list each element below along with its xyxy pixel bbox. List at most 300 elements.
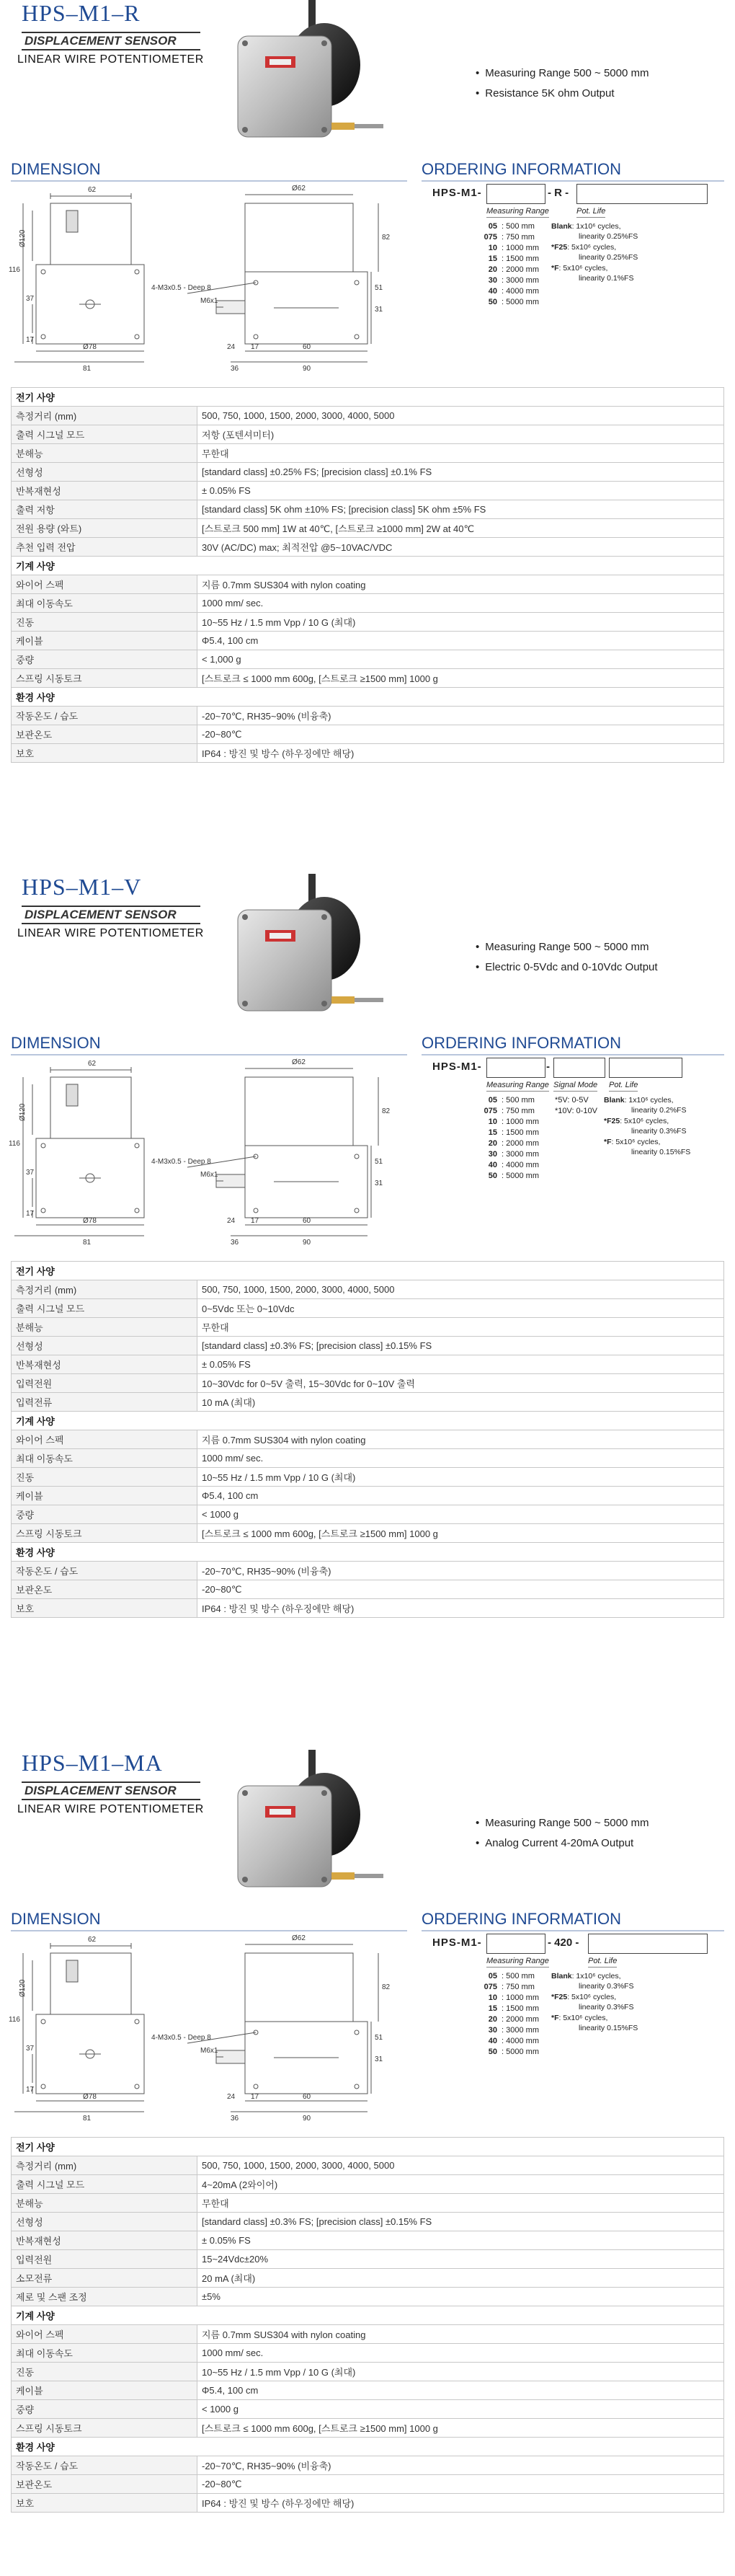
dim-82: 82 — [382, 1983, 391, 1991]
dimension-drawing — [7, 1055, 411, 1247]
dim-116: 116 — [9, 2016, 20, 2024]
dim-90: 90 — [303, 2115, 311, 2123]
range-code: 15 — [488, 254, 497, 263]
spec-group-label: 전기 사양 — [12, 2138, 724, 2156]
dim-62: 62 — [88, 1060, 97, 1068]
product-title: HPS–M1–R — [22, 0, 141, 26]
life-item — [604, 1116, 690, 1136]
spec-key: 전원 용량 (와트) — [12, 519, 197, 538]
spec-value: 저항 (포텐셔미터) — [197, 425, 724, 444]
spec-row — [12, 425, 724, 444]
range-list — [476, 1971, 539, 2058]
range-value: 4000 mm — [506, 2037, 539, 2045]
range-value: 500 mm — [506, 222, 535, 231]
dim-81: 81 — [83, 365, 92, 373]
dim-screw: 4-M3x0.5 - Deep 8 — [151, 1158, 211, 1166]
col-life: Pot. Life — [588, 1957, 617, 1968]
range-code: 20 — [488, 2015, 497, 2024]
range-value: 1500 mm — [506, 254, 539, 263]
range-colon: : — [502, 222, 507, 231]
range-colon: : — [502, 276, 507, 285]
range-colon: : — [502, 2048, 507, 2056]
spec-row — [12, 575, 724, 594]
range-code: 40 — [488, 1161, 497, 1169]
life-code: Blank — [551, 222, 572, 231]
range-colon: : — [502, 1150, 507, 1159]
spec-row — [12, 1524, 724, 1543]
life-code: Blank — [604, 1096, 625, 1105]
range-value: 500 mm — [506, 1096, 535, 1105]
spec-key: 스프링 시동토크 — [12, 1524, 197, 1543]
range-code: 15 — [488, 2004, 497, 2013]
dim-116: 116 — [9, 266, 20, 274]
spec-key: 측정거리 (mm) — [12, 407, 197, 425]
spec-group-label: 기계 사양 — [12, 2306, 724, 2325]
spec-row — [12, 1299, 724, 1318]
spec-key: 출력 저항 — [12, 500, 197, 519]
dim-d120: Ø120 — [19, 229, 27, 247]
spec-row — [12, 1355, 724, 1374]
feature-list — [476, 63, 649, 104]
dim-17: 17 — [26, 336, 35, 344]
dim-81: 81 — [83, 1239, 92, 1247]
spec-value: 10 mA (최대) — [197, 1393, 724, 1412]
dim-36: 36 — [231, 365, 239, 373]
dim-90: 90 — [303, 365, 311, 373]
spec-group-row — [12, 1543, 724, 1562]
dim-d78: Ø78 — [83, 2093, 97, 2101]
life-linearity: linearity 0.15%FS — [579, 2024, 638, 2032]
product-subtitle: DISPLACEMENT SENSOR — [22, 906, 200, 924]
range-value: 4000 mm — [506, 1161, 539, 1169]
col-range: Measuring Range — [486, 207, 549, 218]
life-text: : 1x10⁶ cycles, — [571, 1972, 621, 1980]
spec-value: 10~55 Hz / 1.5 mm Vpp / 10 G (최대) — [197, 2363, 724, 2381]
spec-group-row — [12, 688, 724, 707]
spec-group-row — [12, 2138, 724, 2156]
range-value: 3000 mm — [506, 1150, 539, 1159]
spec-value: 지름 0.7mm SUS304 with nylon coating — [197, 2325, 724, 2344]
spec-row — [12, 1449, 724, 1468]
spec-key: 측정거리 (mm) — [12, 2156, 197, 2175]
spec-value: [스트로크 ≤ 1000 mm 600g, [스트로크 ≥1500 mm] 1000 g — [197, 1524, 724, 1543]
spec-key: 진동 — [12, 1468, 197, 1487]
spec-group-label: 환경 사양 — [12, 2438, 724, 2456]
spec-key: 보관온도 — [12, 2475, 197, 2494]
col-life: Pot. Life — [609, 1081, 638, 1092]
spec-group-row — [12, 388, 724, 407]
range-box — [486, 1934, 545, 1954]
model-separator: - R - — [548, 187, 569, 199]
spec-value: [스트로크 ≤ 1000 mm 600g, [스트로크 ≥1500 mm] 1000 g — [197, 669, 724, 688]
range-code: 10 — [488, 1117, 497, 1126]
range-list — [476, 221, 539, 308]
spec-group-row — [12, 2306, 724, 2325]
range-colon: : — [502, 1172, 507, 1180]
spec-row — [12, 1505, 724, 1524]
spec-value: IP64 : 방진 및 방수 (하우징에만 해당) — [197, 1599, 724, 1618]
dim-d78: Ø78 — [83, 1217, 97, 1225]
product-subtitle-2: LINEAR WIRE POTENTIOMETER — [17, 1803, 204, 1815]
spec-key: 보관온도 — [12, 1580, 197, 1599]
dim-82: 82 — [382, 1107, 391, 1115]
spec-row — [12, 2419, 724, 2438]
life-list — [604, 1095, 690, 1158]
spec-value: [스트로크 500 mm] 1W at 40℃, [스트로크 ≥1000 mm] 2W at 40℃ — [197, 519, 724, 538]
life-text: : 5x10⁶ cycles, — [620, 1117, 669, 1125]
life-text: : 5x10⁶ cycles, — [567, 1993, 617, 2001]
spec-value: Φ5.4, 100 cm — [197, 632, 724, 650]
range-colon: : — [502, 1993, 507, 2002]
range-value: 1000 mm — [506, 1117, 539, 1126]
range-item — [476, 1982, 539, 1993]
spec-row — [12, 2381, 724, 2400]
range-item — [476, 286, 539, 297]
range-code: 30 — [488, 276, 497, 285]
dim-d120: Ø120 — [19, 1979, 27, 1997]
dim-60: 60 — [303, 343, 311, 351]
life-code: *F — [604, 1138, 612, 1146]
range-colon: : — [502, 2004, 507, 2013]
spec-key: 스프링 시동토크 — [12, 2419, 197, 2438]
col-range: Measuring Range — [486, 1081, 549, 1092]
range-item — [476, 2004, 539, 2014]
feature-item: • Resistance 5K ohm Output — [476, 87, 615, 99]
life-box — [588, 1934, 708, 1954]
range-item — [476, 297, 539, 308]
life-code: *F — [551, 264, 559, 273]
spec-table — [11, 1261, 724, 1618]
spec-value: -20~70℃, RH35~90% (비융축) — [197, 2456, 724, 2475]
range-code: 075 — [484, 1983, 497, 1991]
ordering-rule — [422, 180, 724, 182]
spec-key: 입력전원 — [12, 2250, 197, 2269]
spec-row — [12, 1337, 724, 1355]
ordering-rule — [422, 1930, 724, 1931]
product-title: HPS–M1–V — [22, 874, 142, 900]
range-value: 1000 mm — [506, 244, 539, 252]
spec-value: 1000 mm/ sec. — [197, 594, 724, 613]
spec-value: < 1000 g — [197, 1505, 724, 1524]
life-item — [551, 221, 638, 242]
dim-36: 36 — [231, 1239, 239, 1247]
col-range: Measuring Range — [486, 1957, 549, 1968]
feature-item: • Measuring Range 500 ~ 5000 mm — [476, 67, 649, 79]
dimension-drawing — [7, 182, 411, 373]
feature-text: Analog Current 4-20mA Output — [485, 1837, 634, 1849]
life-linearity: linearity 0.25%FS — [579, 232, 638, 241]
mode-item: *5V: 0-5V — [555, 1096, 589, 1105]
spec-row — [12, 744, 724, 763]
spec-value: 500, 750, 1000, 1500, 2000, 3000, 4000, 5000 — [197, 407, 724, 425]
spec-value: 10~55 Hz / 1.5 mm Vpp / 10 G (최대) — [197, 613, 724, 632]
life-linearity: linearity 0.2%FS — [631, 1106, 687, 1115]
dim-m6: M6x1 — [200, 297, 218, 305]
spec-row — [12, 2213, 724, 2231]
range-value: 4000 mm — [506, 287, 539, 296]
life-list — [551, 221, 638, 284]
range-item — [476, 2014, 539, 2025]
spec-key: 작동온도 / 습도 — [12, 2456, 197, 2475]
spec-key: 보호 — [12, 744, 197, 763]
spec-row — [12, 1562, 724, 1580]
spec-value: 10~30Vdc for 0~5V 출력, 15~30Vdc for 0~10V 출력 — [197, 1374, 724, 1393]
spec-row — [12, 519, 724, 538]
feature-text: Measuring Range 500 ~ 5000 mm — [485, 941, 649, 953]
range-code: 50 — [488, 1172, 497, 1180]
spec-key: 최대 이동속도 — [12, 594, 197, 613]
life-text: : 5x10⁶ cycles, — [567, 243, 617, 252]
life-text: : 1x10⁶ cycles, — [624, 1096, 674, 1105]
dim-screw: 4-M3x0.5 - Deep 8 — [151, 284, 211, 292]
range-code: 30 — [488, 2026, 497, 2035]
spec-row — [12, 669, 724, 688]
spec-key: 출력 시그널 모드 — [12, 2175, 197, 2194]
spec-value: Φ5.4, 100 cm — [197, 1487, 724, 1505]
spec-value: IP64 : 방진 및 방수 (하우징에만 해당) — [197, 2494, 724, 2513]
range-item — [476, 1971, 539, 1982]
range-item — [476, 2025, 539, 2036]
spec-row — [12, 2194, 724, 2213]
dim-24: 24 — [227, 2093, 236, 2101]
spec-key: 진동 — [12, 613, 197, 632]
life-linearity: linearity 0.3%FS — [579, 1982, 634, 1991]
dim-31: 31 — [375, 2055, 383, 2063]
feature-text: Measuring Range 500 ~ 5000 mm — [485, 67, 649, 79]
spec-key: 반복재현성 — [12, 1355, 197, 1374]
range-value: 2000 mm — [506, 2015, 539, 2024]
spec-row — [12, 500, 724, 519]
product-subtitle-2: LINEAR WIRE POTENTIOMETER — [17, 53, 204, 66]
dim-37: 37 — [26, 1169, 35, 1177]
range-code: 05 — [488, 222, 497, 231]
dim-90: 90 — [303, 1239, 311, 1247]
spec-row — [12, 1580, 724, 1599]
spec-row — [12, 444, 724, 463]
spec-row — [12, 1280, 724, 1299]
spec-key: 케이블 — [12, 1487, 197, 1505]
spec-key: 와이어 스펙 — [12, 2325, 197, 2344]
range-code: 30 — [488, 1150, 497, 1159]
dim-116: 116 — [9, 1140, 20, 1148]
dim-d78: Ø78 — [83, 343, 97, 351]
spec-value: ±5% — [197, 2288, 724, 2306]
range-value: 3000 mm — [506, 2026, 539, 2035]
spec-row — [12, 2231, 724, 2250]
product-photo — [216, 874, 404, 1018]
range-value: 2000 mm — [506, 1139, 539, 1148]
range-code: 40 — [488, 287, 497, 296]
spec-key: 선형성 — [12, 463, 197, 482]
spec-row — [12, 2250, 724, 2269]
spec-group-label: 환경 사양 — [12, 1543, 724, 1562]
range-item — [476, 1106, 539, 1117]
mode-list — [555, 1095, 597, 1117]
model-separator: - — [546, 1061, 550, 1073]
range-colon: : — [502, 265, 507, 274]
range-code: 075 — [484, 1107, 497, 1115]
life-linearity: linearity 0.3%FS — [631, 1127, 687, 1136]
range-item — [476, 275, 539, 286]
spec-value: [standard class] ±0.3% FS; [precision class] ±0.15% FS — [197, 1337, 724, 1355]
feature-item: • Electric 0-5Vdc and 0-10Vdc Output — [476, 961, 658, 973]
spec-value: 무한대 — [197, 1318, 724, 1337]
range-colon: : — [502, 244, 507, 252]
ordering-rule — [422, 1054, 724, 1055]
range-value: 750 mm — [506, 1983, 535, 1991]
range-item — [476, 1117, 539, 1128]
spec-value: ± 0.05% FS — [197, 482, 724, 500]
spec-key: 출력 시그널 모드 — [12, 1299, 197, 1318]
product-photo — [216, 1750, 404, 1894]
spec-row — [12, 725, 724, 744]
range-code: 50 — [488, 2048, 497, 2056]
range-code: 05 — [488, 1972, 497, 1980]
dim-82: 82 — [382, 234, 391, 242]
spec-key: 분해능 — [12, 1318, 197, 1337]
life-item — [551, 1992, 638, 2012]
mode-item: *10V: 0-10V — [555, 1107, 597, 1115]
feature-item: • Measuring Range 500 ~ 5000 mm — [476, 941, 649, 953]
spec-key: 출력 시그널 모드 — [12, 425, 197, 444]
spec-row — [12, 2400, 724, 2419]
spec-key: 와이어 스펙 — [12, 575, 197, 594]
spec-value: [standard class] ±0.3% FS; [precision class] ±0.15% FS — [197, 2213, 724, 2231]
life-text: : 1x10⁶ cycles, — [571, 222, 621, 231]
dim-17b: 17 — [251, 2093, 259, 2101]
spec-value: -20~80℃ — [197, 2475, 724, 2494]
range-item — [476, 254, 539, 265]
range-value: 2000 mm — [506, 265, 539, 274]
range-value: 5000 mm — [506, 298, 539, 306]
spec-key: 소모전류 — [12, 2269, 197, 2288]
range-colon: : — [502, 2037, 507, 2045]
range-colon: : — [502, 1096, 507, 1105]
product-subtitle: DISPLACEMENT SENSOR — [22, 32, 200, 50]
spec-row — [12, 707, 724, 725]
range-value: 3000 mm — [506, 276, 539, 285]
spec-group-row — [12, 557, 724, 575]
feature-text: Resistance 5K ohm Output — [485, 87, 615, 99]
spec-value: ± 0.05% FS — [197, 2231, 724, 2250]
range-colon: : — [502, 1972, 507, 1980]
spec-row — [12, 2344, 724, 2363]
spec-value: 20 mA (최대) — [197, 2269, 724, 2288]
range-colon: : — [502, 254, 507, 263]
spec-key: 입력전류 — [12, 1393, 197, 1412]
dim-24: 24 — [227, 1217, 236, 1225]
life-item — [551, 1971, 638, 1991]
life-item — [551, 242, 638, 262]
spec-key: 반복재현성 — [12, 482, 197, 500]
range-code: 20 — [488, 265, 497, 274]
ordering-heading: ORDERING INFORMATION — [422, 1910, 622, 1928]
feature-text: Measuring Range 500 ~ 5000 mm — [485, 1817, 649, 1829]
range-colon: : — [502, 1139, 507, 1148]
range-code: 50 — [488, 298, 497, 306]
spec-group-label: 전기 사양 — [12, 1262, 724, 1280]
spec-key: 중량 — [12, 2400, 197, 2419]
spec-key: 제로 및 스팬 조정 — [12, 2288, 197, 2306]
life-list — [551, 1971, 638, 2034]
spec-key: 보관온도 — [12, 725, 197, 744]
spec-value: -20~80℃ — [197, 1580, 724, 1599]
range-item — [476, 1993, 539, 2004]
spec-key: 최대 이동속도 — [12, 2344, 197, 2363]
range-item — [476, 243, 539, 254]
dim-37: 37 — [26, 295, 35, 303]
spec-row — [12, 1468, 724, 1487]
spec-value: 지름 0.7mm SUS304 with nylon coating — [197, 575, 724, 594]
range-code: 10 — [488, 244, 497, 252]
product-subtitle-2: LINEAR WIRE POTENTIOMETER — [17, 927, 204, 939]
spec-key: 케이블 — [12, 632, 197, 650]
spec-key: 중량 — [12, 650, 197, 669]
spec-group-label: 환경 사양 — [12, 688, 724, 707]
range-item — [476, 1149, 539, 1160]
spec-value: [standard class] 5K ohm ±10% FS; [precision class] 5K ohm ±5% FS — [197, 500, 724, 519]
range-box — [486, 184, 545, 204]
spec-row — [12, 594, 724, 613]
range-item — [476, 265, 539, 275]
life-item — [551, 2013, 638, 2033]
spec-value: [스트로크 ≤ 1000 mm 600g, [스트로크 ≥1500 mm] 1000 g — [197, 2419, 724, 2438]
spec-value: 4~20mA (2와이어) — [197, 2175, 724, 2194]
spec-row — [12, 1599, 724, 1618]
spec-row — [12, 2269, 724, 2288]
spec-key: 보호 — [12, 2494, 197, 2513]
range-value: 1500 mm — [506, 2004, 539, 2013]
dimension-heading: DIMENSION — [11, 1034, 101, 1052]
dim-31: 31 — [375, 306, 383, 314]
mode-box — [553, 1058, 605, 1078]
spec-key: 분해능 — [12, 2194, 197, 2213]
model-prefix: HPS-M1- — [432, 187, 482, 199]
range-item — [476, 2047, 539, 2058]
spec-row — [12, 407, 724, 425]
dimension-drawing — [7, 1931, 411, 2123]
dimension-heading: DIMENSION — [11, 1910, 101, 1928]
range-item — [476, 1095, 539, 1106]
range-colon: : — [502, 298, 507, 306]
dim-m6: M6x1 — [200, 1171, 218, 1179]
spec-row — [12, 482, 724, 500]
range-box — [486, 1058, 545, 1078]
dim-d62b: Ø62 — [292, 185, 306, 192]
ordering-information — [425, 1934, 728, 2107]
range-colon: : — [502, 1128, 507, 1137]
life-linearity: linearity 0.3%FS — [579, 2003, 634, 2011]
dim-37: 37 — [26, 2045, 35, 2053]
range-code: 10 — [488, 1993, 497, 2002]
spec-key: 진동 — [12, 2363, 197, 2381]
spec-value: -20~70℃, RH35~90% (비융축) — [197, 1562, 724, 1580]
spec-value: 500, 750, 1000, 1500, 2000, 3000, 4000, 5000 — [197, 1280, 724, 1299]
spec-group-label: 기계 사양 — [12, 1412, 724, 1430]
life-text: : 5x10⁶ cycles, — [558, 2014, 608, 2022]
spec-value: ± 0.05% FS — [197, 1355, 724, 1374]
spec-row — [12, 650, 724, 669]
spec-row — [12, 2325, 724, 2344]
life-linearity: linearity 0.25%FS — [579, 253, 638, 262]
range-item — [476, 1171, 539, 1182]
spec-row — [12, 463, 724, 482]
life-item — [604, 1095, 690, 1115]
spec-value: < 1,000 g — [197, 650, 724, 669]
ordering-information — [425, 184, 728, 357]
range-colon: : — [502, 1161, 507, 1169]
spec-row — [12, 1487, 724, 1505]
